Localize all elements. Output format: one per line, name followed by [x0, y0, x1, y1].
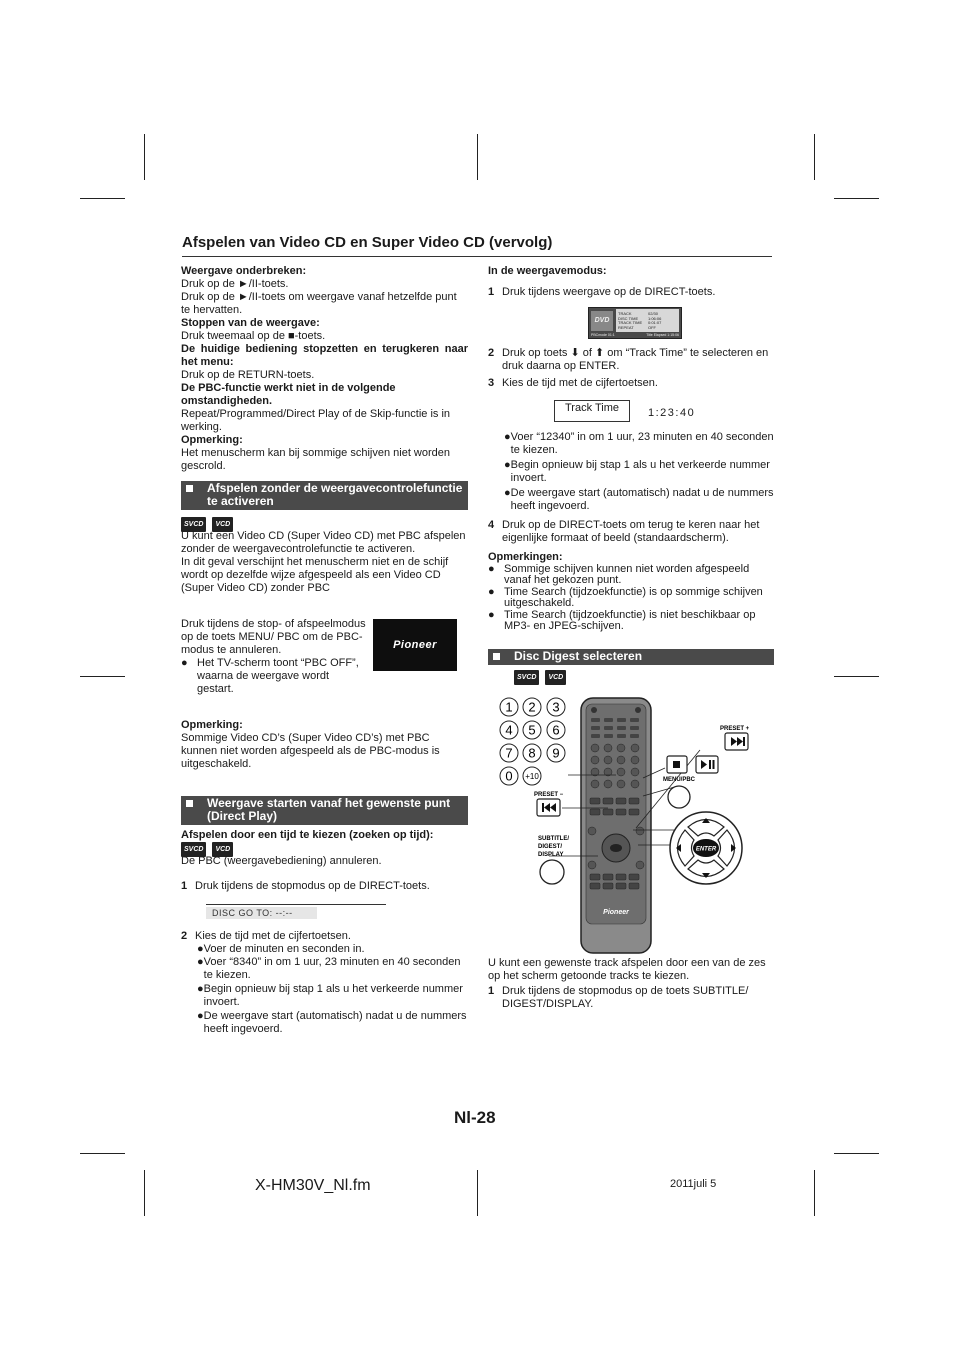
remote-transport-key	[603, 809, 613, 815]
track-time-value: 1:23:40	[648, 407, 696, 419]
section-banner-disc-digest	[488, 649, 774, 665]
osd-footer-right: Title Elapsed 1:15:06	[646, 333, 679, 337]
remote-key	[636, 861, 644, 869]
crop-mark	[80, 676, 125, 677]
square-icon	[186, 800, 193, 807]
remote-key	[631, 756, 639, 764]
step-text: Kies de tijd met de cijfertoetsen.	[502, 377, 658, 389]
pause-text: Druk op de ►/II-toets.	[181, 278, 289, 290]
remote-digit-key	[591, 780, 599, 788]
section-title: Afspelen zonder de weergavecontrolefunctie te activeren	[207, 481, 463, 508]
remote-key	[591, 726, 600, 730]
osd-info-panel	[616, 309, 679, 332]
osd-row-label: DISC TIME	[618, 315, 639, 321]
crop-mark	[80, 198, 125, 199]
remote-key	[636, 827, 644, 835]
crop-mark	[814, 1170, 815, 1216]
page-number: Nl-28	[454, 1108, 496, 1127]
crop-mark	[80, 1153, 125, 1154]
right-column	[488, 265, 774, 683]
vcd-badge: VCD	[545, 670, 566, 685]
remote-key	[604, 734, 613, 738]
menu-text: Druk op de RETURN-toets.	[181, 369, 315, 381]
bullet-text: De weergave start (automatisch) nadat u de nummers heeft ingevoerd.	[203, 1010, 467, 1035]
step-number: 4	[488, 519, 495, 531]
osd-row-value: OFF	[648, 324, 656, 330]
remote-key	[588, 861, 596, 869]
remote-key	[635, 707, 641, 713]
dpad-enlarged	[670, 812, 742, 884]
crop-mark	[834, 1153, 879, 1154]
mode-heading: In de weergavemodus:	[488, 265, 607, 277]
digit-label: 8	[528, 745, 536, 761]
subtitle-digest-display-button[interactable]	[540, 860, 564, 884]
disc-goto-text: DISC GO TO: --:--	[206, 907, 317, 919]
remote-digit-key	[617, 768, 625, 776]
bullet-text: Begin opnieuw bij stap 1 als u het verkeerde nummer invoert.	[510, 459, 770, 484]
digit-label: 4	[505, 722, 513, 738]
bullet-text: Voer “12340” in om 1 uur, 23 minuten en 40 seconden te kiezen.	[510, 431, 774, 456]
section-banner-pbc-off	[181, 481, 468, 510]
enter-label: ENTER	[695, 846, 717, 853]
notes-heading: Opmerkingen:	[488, 551, 563, 563]
section-title: Weergave starten vanaf het gewenste punt (Direct Play)	[207, 796, 451, 823]
stop-icon	[673, 761, 680, 768]
pause-icon	[713, 760, 715, 769]
pbc-text: Repeat/Programmed/Direct Play of de Skip-functie is in werking.	[181, 408, 451, 433]
remote-digit-key	[591, 744, 599, 752]
title-rule	[182, 256, 772, 257]
square-icon	[186, 485, 193, 492]
remote-transport-key	[629, 809, 639, 815]
remote-key	[616, 883, 626, 889]
crop-mark	[144, 134, 145, 180]
remote-transport-key	[616, 798, 626, 804]
osd-row-value: 0:01:07	[648, 320, 662, 326]
step-number: 1	[488, 286, 495, 298]
osd-row-value: 1:06:06	[648, 315, 662, 321]
remote-key	[630, 726, 639, 730]
remote-key	[590, 874, 600, 880]
remote-illustration	[488, 688, 774, 956]
pioneer-screen	[373, 619, 457, 671]
remote-digit-key	[617, 744, 625, 752]
step-number: 3	[488, 377, 495, 389]
step-text: Druk tijdens de stopmodus op de DIRECT-toets.	[195, 880, 430, 892]
remote-digit-key	[591, 756, 599, 764]
bullet-icon: ●	[504, 487, 511, 499]
digit-label: 5	[528, 722, 536, 738]
note-heading: Opmerking:	[181, 434, 243, 446]
next-icon	[743, 737, 745, 746]
section-text: In dit geval verschijnt het menuscherm niet en de schijf wordt op dezelfde wijze afgespeeld als een Video CD (Super Video CD) zonder PBC	[181, 556, 449, 594]
bullet-icon: ●	[197, 943, 204, 955]
crop-mark	[477, 1170, 478, 1216]
bullet-text: Time Search (tijdzoekfunctie) is op sommige schijven uitgeschakeld.	[504, 586, 763, 609]
remote-key	[617, 734, 626, 738]
stop-heading: Stoppen van de weergave:	[181, 317, 320, 329]
remote-power-key	[591, 707, 597, 713]
osd-row-value: 02/30	[648, 311, 659, 316]
remote-digit-key	[617, 756, 625, 764]
bullet-text: De weergave start (automatisch) nadat u de nummers heeft ingevoerd.	[510, 487, 774, 512]
pause-icon	[709, 760, 711, 769]
bullet-text: Begin opnieuw bij stap 1 als u het verkeerde nummer invoert.	[203, 983, 463, 1008]
pbc-heading: De PBC-functie werkt niet in de volgende omstandigheden.	[181, 382, 396, 407]
note-heading: Opmerking:	[181, 719, 243, 731]
remote-transport-key	[616, 809, 626, 815]
bullet-icon: ●	[181, 657, 188, 669]
bullet-icon: ●	[504, 459, 511, 471]
bullet-text: Sommige schijven kunnen niet worden afgespeeld vanaf het gekozen punt.	[504, 563, 750, 586]
digit-label: +10	[525, 772, 539, 781]
remote-transport-key	[590, 809, 600, 815]
remote-digit-key	[604, 756, 612, 764]
disc-digest-text	[488, 957, 774, 1011]
remote-key	[631, 768, 639, 776]
pause-heading: Weergave onderbreken:	[181, 265, 307, 277]
osd-footer-left: PBCmode 01:1	[591, 333, 615, 337]
digit-label: 2	[528, 699, 536, 715]
section-text: U kunt een Video CD (Super Video CD) met PBC afspelen zonder de weergavecontrolefunctie te activeren.	[181, 530, 466, 555]
left-column	[181, 265, 468, 1036]
crop-mark	[834, 198, 879, 199]
remote-key	[588, 827, 596, 835]
crop-mark	[477, 134, 478, 180]
remote-key	[630, 718, 639, 722]
digit-label: 7	[505, 745, 513, 761]
onscreen-display	[588, 307, 682, 339]
section-text: Druk tijdens de stop- of afspeelmodus op de toets MENU/ PBC om de PBC-modus te annuleren.	[181, 618, 366, 656]
digit-label: 0	[505, 768, 513, 784]
remote-key	[630, 734, 639, 738]
step-number: 2	[181, 930, 188, 942]
step-text: Druk tijdens weergave op de DIRECT-toets.	[502, 286, 716, 298]
crop-mark	[834, 676, 879, 677]
remote-key	[591, 734, 600, 738]
step-number: 1	[488, 985, 495, 997]
remote-key	[631, 780, 639, 788]
vcd-badge: VCD	[212, 517, 233, 532]
disc-goto-osd	[206, 904, 386, 925]
remote-key	[603, 883, 613, 889]
crop-mark	[144, 1170, 145, 1216]
preset-plus-label: PRESET +	[720, 726, 750, 732]
step-number: 1	[181, 880, 188, 892]
svcd-badge: SVCD	[181, 842, 206, 857]
section-text: De PBC (weergavebediening) annuleren.	[181, 855, 382, 867]
svcd-badge: SVCD	[514, 670, 539, 685]
bullet-icon: ●	[488, 563, 495, 575]
remote-transport-key	[603, 798, 613, 804]
step-number: 2	[488, 347, 495, 359]
vcd-badge: VCD	[212, 842, 233, 857]
bullet-icon: ●	[197, 1010, 204, 1022]
digit-keys	[500, 698, 565, 785]
remote-key	[604, 726, 613, 730]
step-text: Druk op de DIRECT-toets om terug te keren naar het eigenlijke formaat of beeld (standaardscherm).	[502, 519, 760, 544]
square-icon	[493, 653, 500, 660]
section-text: U kunt een gewenste track afspelen door een van de zes op het scherm getoonde tracks te kiezen.	[488, 957, 766, 982]
remote-key	[604, 718, 613, 722]
bullet-icon: ●	[197, 956, 204, 968]
remote-digit-key	[604, 744, 612, 752]
remote-transport-key	[629, 798, 639, 804]
remote-key	[617, 726, 626, 730]
subtitle-label: SUBTITLE/ DIGEST/ DISPLAY	[538, 836, 569, 858]
remote-key	[603, 874, 613, 880]
remote-key	[629, 874, 639, 880]
remote-key	[616, 874, 626, 880]
crop-mark	[814, 134, 815, 180]
section-title: Disc Digest selecteren	[514, 649, 643, 663]
step-text: Kies de tijd met de cijfertoetsen.	[195, 930, 351, 942]
svcd-badge: SVCD	[181, 517, 206, 532]
preset-minus-label: PRESET −	[534, 792, 564, 798]
digit-label: 6	[552, 722, 560, 738]
menu-heading: De huidige bediening stopzetten en terugkeren naar het menu:	[181, 343, 468, 368]
note-text: Het menuscherm kan bij sommige schijven niet worden gescrold.	[181, 447, 451, 472]
prev-icon	[542, 803, 544, 812]
page-title: Afspelen van Video CD en Super Video CD (vervolg)	[182, 234, 553, 251]
menu-pbc-label: MENU/PBC	[663, 777, 696, 783]
osd-row-label: REPEAT	[618, 324, 634, 330]
osd-row	[616, 326, 679, 331]
track-time-box: Track Time	[554, 400, 630, 422]
bullet-icon: ●	[488, 586, 495, 598]
stop-text: Druk tweemaal op de ■-toets.	[181, 330, 326, 342]
note-text: Sommige Video CD’s (Super Video CD’s) met PBC kunnen niet worden afgespeeld als de PBC-modus is uitgeschakeld.	[181, 732, 440, 770]
remote-digit-key	[617, 780, 625, 788]
bullet-icon: ●	[504, 431, 511, 443]
digit-label: 9	[552, 745, 560, 761]
remote-key	[629, 883, 639, 889]
bullet-icon: ●	[197, 983, 204, 995]
remote-key	[631, 744, 639, 752]
sub-heading: Afspelen door een tijd te kiezen (zoeken op tijd):	[181, 829, 434, 841]
dvd-logo: DVD	[591, 311, 613, 331]
file-date: 2011juli 5	[670, 1178, 717, 1190]
bullet-text: Voer “8340” in om 1 uur, 23 minuten en 40 seconden te kiezen.	[203, 956, 461, 981]
digit-label: 1	[505, 699, 513, 715]
bullet-icon: ●	[488, 609, 495, 621]
step-text: Druk op toets ⬇ of ⬆ om “Track Time” te selecteren en druk daarna op ENTER.	[502, 347, 769, 372]
digit-label: 3	[552, 699, 560, 715]
remote-digit-key	[604, 780, 612, 788]
menu-pbc-button[interactable]	[668, 786, 690, 808]
osd-row-label: TRACK TIME	[618, 320, 643, 326]
remote-brand: Pioneer	[603, 909, 629, 916]
bullet-text: Voer de minuten en seconden in.	[203, 943, 365, 955]
pioneer-logo: Pioneer	[393, 638, 437, 651]
remote-key	[591, 718, 600, 722]
file-name: X-HM30V_Nl.fm	[255, 1177, 371, 1194]
remote-key	[590, 883, 600, 889]
pause-text: Druk op de ►/II-toets om weergave vanaf hetzelfde punt te hervatten.	[181, 291, 457, 316]
remote-enter-key	[610, 844, 622, 852]
osd-row-label: TRACK	[618, 311, 632, 316]
bullet-text: Time Search (tijdzoekfunctie) is niet beschikbaar op MP3- en JPEG-schijven.	[504, 609, 756, 632]
remote-key	[617, 718, 626, 722]
section-banner-direct-play	[181, 796, 468, 825]
remote-transport-key	[590, 798, 600, 804]
step-text: Druk tijdens de stopmodus op de toets SUBTITLE/ DIGEST/DISPLAY.	[502, 985, 749, 1010]
bullet-text: Het TV-scherm toont “PBC OFF”, waarna de weergave wordt gestart.	[197, 657, 359, 695]
